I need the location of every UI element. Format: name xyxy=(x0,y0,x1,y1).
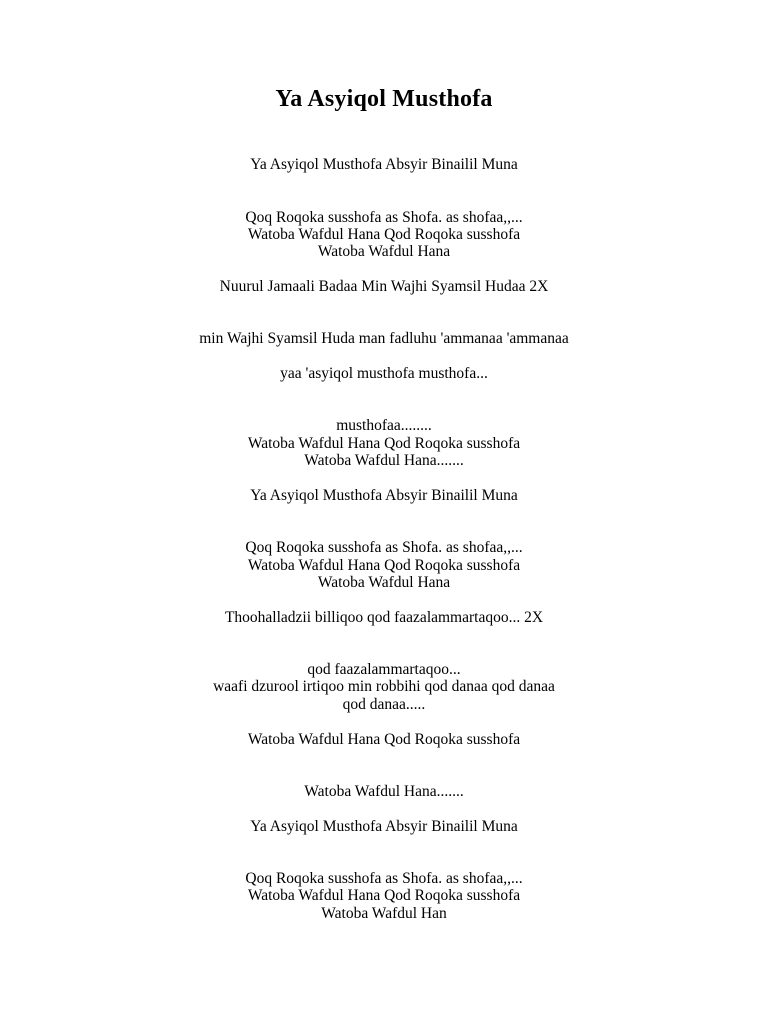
lyric-line: Watoba Wafdul Hana Qod Roqoka susshofa xyxy=(247,887,521,905)
lyric-line: Watoba Wafdul Hana Qod Roqoka susshofa xyxy=(247,730,521,748)
lyric-line: Watoba Wafdul Hana xyxy=(317,573,451,591)
lyric-spacer xyxy=(64,400,704,417)
lyric-spacer xyxy=(64,348,704,365)
lyric-spacer xyxy=(64,800,704,817)
lyric-spacer xyxy=(64,626,704,643)
lyric-line: Thoohalladzii billiqoo qod faazalammartaqoo... 2X xyxy=(224,608,544,626)
lyric-line: Ya Asyiqol Musthofa Absyir Binailil Muna xyxy=(250,817,518,835)
lyric-line: Watoba Wafdul Hana Qod Roqoka susshofa xyxy=(247,556,521,574)
lyric-line: min Wajhi Syamsil Huda man fadluhu 'ammanaa 'ammanaa xyxy=(199,330,569,348)
lyric-spacer xyxy=(64,852,704,869)
lyric-spacer xyxy=(64,139,704,156)
lyric-line: Watoba Wafdul Han xyxy=(321,904,447,922)
lyric-spacer xyxy=(64,835,704,852)
lyric-spacer xyxy=(64,504,704,521)
lyric-line: Ya Asyiqol Musthofa Absyir Binailil Muna xyxy=(250,486,518,504)
lyric-line: musthofaa........ xyxy=(336,417,432,435)
lyric-spacer xyxy=(64,470,704,487)
lyric-line: qod faazalammartaqoo... xyxy=(307,660,461,678)
lyric-line: waafi dzurool irtiqoo min robbihi qod danaa qod danaa xyxy=(213,678,555,696)
lyric-line: Watoba Wafdul Hana....... xyxy=(304,782,464,800)
lyric-spacer xyxy=(64,765,704,782)
lyric-line: Nuurul Jamaali Badaa Min Wajhi Syamsil Hudaa 2X xyxy=(219,278,549,296)
lyric-spacer xyxy=(64,191,704,208)
lyric-line: yaa 'asyiqol musthofa musthofa... xyxy=(280,365,488,383)
lyric-spacer xyxy=(64,591,704,608)
lyric-spacer xyxy=(64,644,704,661)
lyric-line: Watoba Wafdul Hana xyxy=(317,243,451,261)
lyric-spacer xyxy=(64,713,704,730)
lyric-spacer xyxy=(64,296,704,313)
lyric-spacer xyxy=(64,174,704,191)
page-title: Ya Asyiqol Musthofa xyxy=(275,86,493,112)
lyric-line: Watoba Wafdul Hana Qod Roqoka susshofa xyxy=(247,225,521,243)
lyric-line: Qoq Roqoka susshofa as Shofa. as shofaa,,... xyxy=(245,869,523,887)
lyrics-body xyxy=(64,139,704,922)
lyric-spacer xyxy=(64,748,704,765)
lyric-line: qod danaa..... xyxy=(342,695,426,713)
lyric-line: Watoba Wafdul Hana Qod Roqoka susshofa xyxy=(247,434,521,452)
lyric-line: Qoq Roqoka susshofa as Shofa. as shofaa,,... xyxy=(245,539,523,557)
lyric-spacer xyxy=(64,522,704,539)
lyric-spacer xyxy=(64,383,704,400)
lyric-line: Watoba Wafdul Hana....... xyxy=(304,452,464,470)
lyric-spacer xyxy=(64,313,704,330)
lyric-spacer xyxy=(64,261,704,278)
lyric-line: Ya Asyiqol Musthofa Absyir Binailil Muna xyxy=(250,156,518,174)
lyric-line: Qoq Roqoka susshofa as Shofa. as shofaa,,... xyxy=(245,208,523,226)
